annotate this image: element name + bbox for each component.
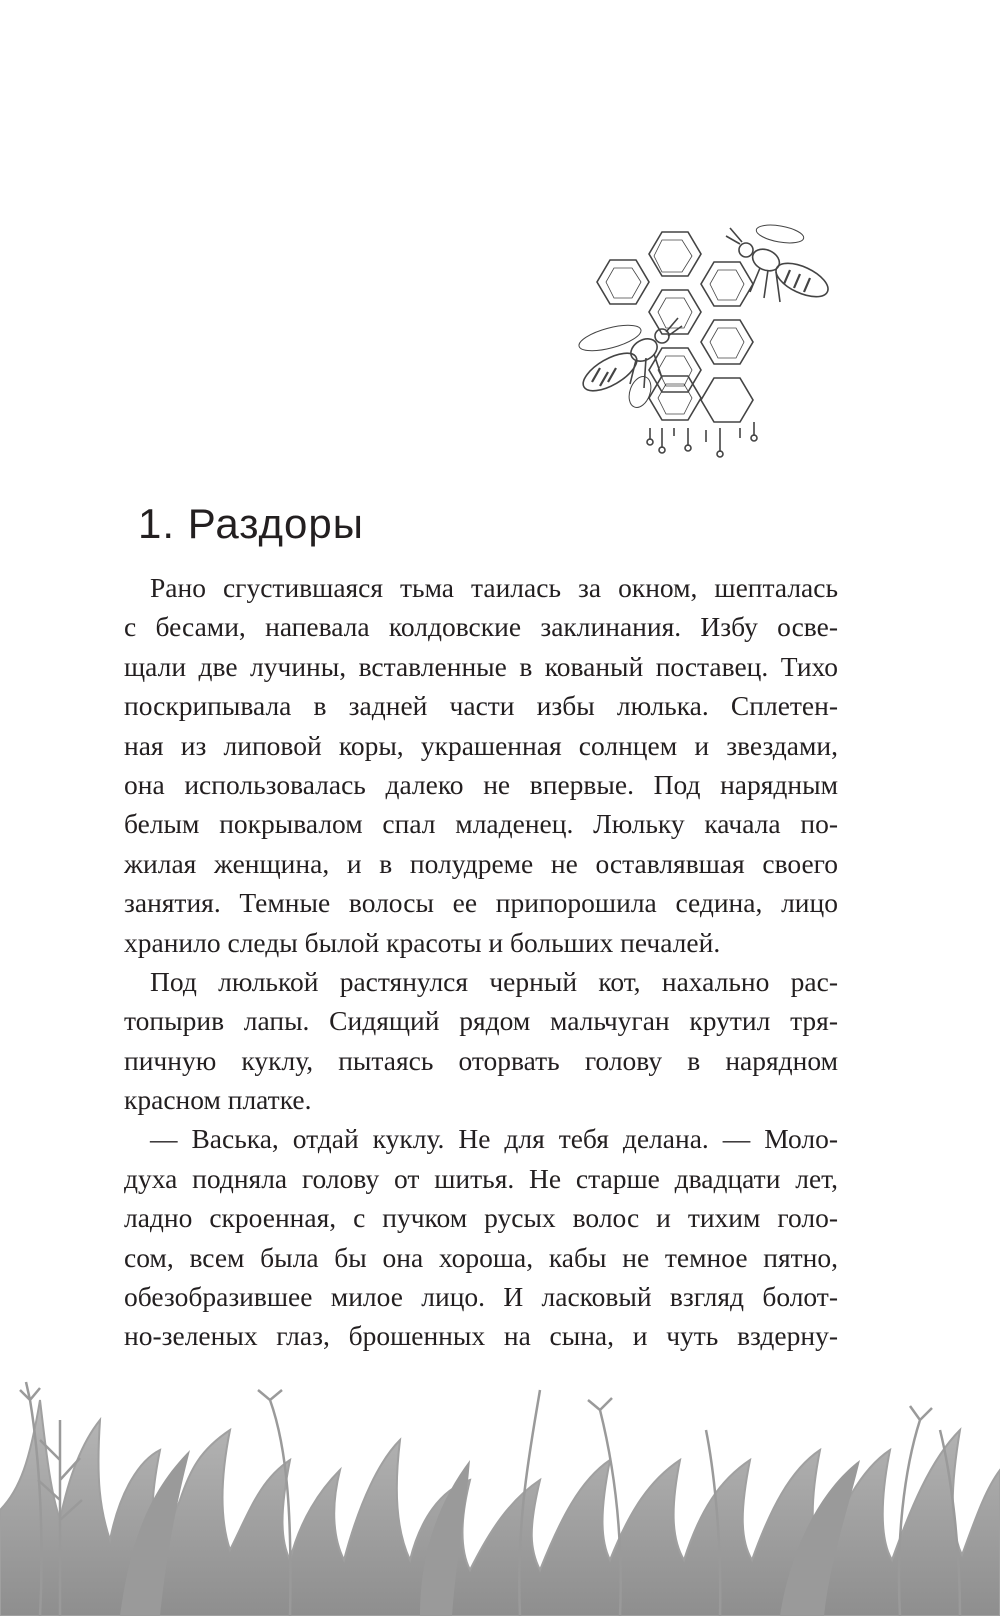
bee-left-icon: [577, 318, 682, 410]
chapter-body: [124, 568, 838, 1356]
text-line: ная из липовой коры, украшенная солнцем и звездами,: [124, 729, 838, 761]
text-line: Рано сгустившаяся тьма таилась за окном, шепталась: [150, 572, 838, 603]
text-line: красном платке.: [124, 1084, 312, 1116]
text-line: обезобразившее милое лицо. И ласковый взгляд болот-: [124, 1281, 838, 1313]
paragraph-3: [124, 1119, 838, 1355]
bee-right-icon: [726, 222, 833, 304]
text-line: жилая женщина, и в полудреме не оставлявшая своего: [124, 847, 838, 879]
text-line: духа подняла голову от шитья. Не старше двадцати лет,: [124, 1162, 838, 1194]
paragraph-1: [124, 568, 838, 962]
text-line: топырив лапы. Сидящий рядом мальчуган крутил тря-: [124, 1005, 838, 1037]
chapter-title: 1. Раздоры: [138, 500, 364, 547]
text-line: но-зеленых глаз, брошенных на сына, и чуть вздерну-: [124, 1320, 838, 1352]
text-line: щали две лучины, вставленные в кованый поставец. Тихо: [124, 650, 838, 682]
text-line: она использовалась далеко не впервые. Под нарядным: [124, 768, 838, 800]
text-line: сом, всем была бы она хороша, кабы не темное пятно,: [124, 1241, 838, 1273]
grass-ferns-icon: [0, 1340, 1000, 1616]
paragraph-2: [124, 962, 838, 1120]
text-line: Под люлькой растянулся черный кот, нахально рас-: [150, 965, 838, 997]
text-line: хранило следы былой красоты и больших печалей.: [124, 926, 721, 958]
honeycomb-icon: [597, 232, 757, 457]
text-line: занятия. Темные волосы ее припорошила седина, лицо: [124, 887, 838, 919]
text-line: поскрипывала в задней части избы люлька. Сплетен-: [124, 690, 838, 722]
text-line: с бесами, напевала колдовские заклинания. Избу осве-: [124, 611, 838, 643]
text-line: белым покрывалом спал младенец. Люльку качала по-: [124, 808, 838, 840]
honeycomb-bees-icon: [570, 222, 850, 464]
text-line: пичную куклу, пытаясь оторвать голову в нарядном: [124, 1044, 838, 1076]
text-line: ладно скроенная, с пучком русых волос и тихим голо-: [124, 1202, 838, 1234]
text-line: — Васька, отдай куклу. Не для тебя делана. — Моло-: [150, 1123, 838, 1155]
